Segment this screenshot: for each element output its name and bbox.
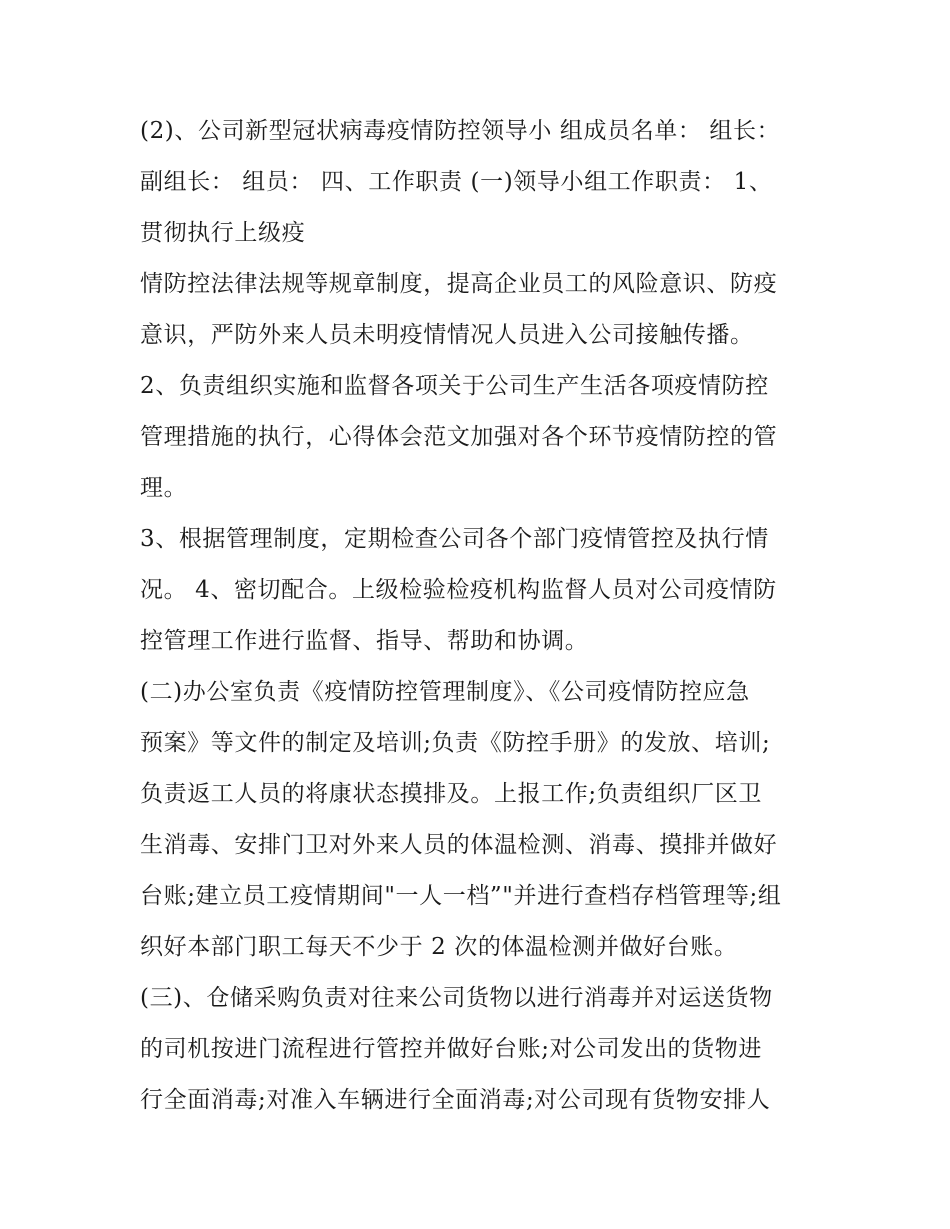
text-line: 控管理工作进行监督、指导、帮助和协调。	[140, 628, 589, 654]
text-line: (2)、公司新型冠状病毒疫情防控领导小 组成员名单： 组长：	[140, 118, 781, 144]
text-line: 况。 4、密切配合。上级检验检疫机构监督人员对公司疫情防	[140, 577, 777, 603]
text-line: 织好本部门职工每天不少于 2 次的体温检测并做好台账。	[140, 934, 738, 960]
text-line: 的司机按进门流程进行管控并做好台账;对公司发出的货物进	[140, 1036, 762, 1062]
text-line: 生消毒、安排门卫对外来人员的体温检测、消毒、摸排并做好	[140, 832, 778, 858]
text-line: (三)、仓储采购负责对往来公司货物以进行消毒并对运送货物	[140, 985, 773, 1011]
text-line: 预案》等文件的制定及培训;负责《防控手册》的发放、培训;	[140, 730, 771, 756]
text-line: 贯彻执行上级疫	[140, 220, 306, 246]
text-line: 理。	[140, 475, 188, 501]
text-line: 意识，严防外来人员未明疫情情况人员进入公司接触传播。	[140, 322, 754, 348]
text-line: (二)办公室负责《疫情防控管理制度》、《公司疫情防控应急	[140, 679, 750, 705]
document-body	[140, 106, 820, 1126]
text-line: 2、负责组织实施和监督各项关于公司生产生活各项疫情防控	[140, 373, 769, 399]
text-line: 3、根据管理制度，定期检查公司各个部门疫情管控及执行情	[140, 526, 769, 552]
text-line: 副组长： 组员： 四、工作职责 (一)领导小组工作职责： 1、	[140, 169, 773, 195]
text-line: 行全面消毒;对准入车辆进行全面消毒;对公司现有货物安排人	[140, 1087, 771, 1113]
text-line: 负责返工人员的将康状态摸排及。上报工作;负责组织厂区卫	[140, 781, 762, 807]
text-line: 情防控法律法规等规章制度，提高企业员工的风险意识、防疫	[140, 271, 778, 297]
text-line: 管理措施的执行，心得体会范文加强对各个环节疫情防控的管	[140, 424, 778, 450]
text-line: 台账;建立员工疫情期间"一人一档”"并进行查档存档管理等;组	[140, 883, 782, 909]
